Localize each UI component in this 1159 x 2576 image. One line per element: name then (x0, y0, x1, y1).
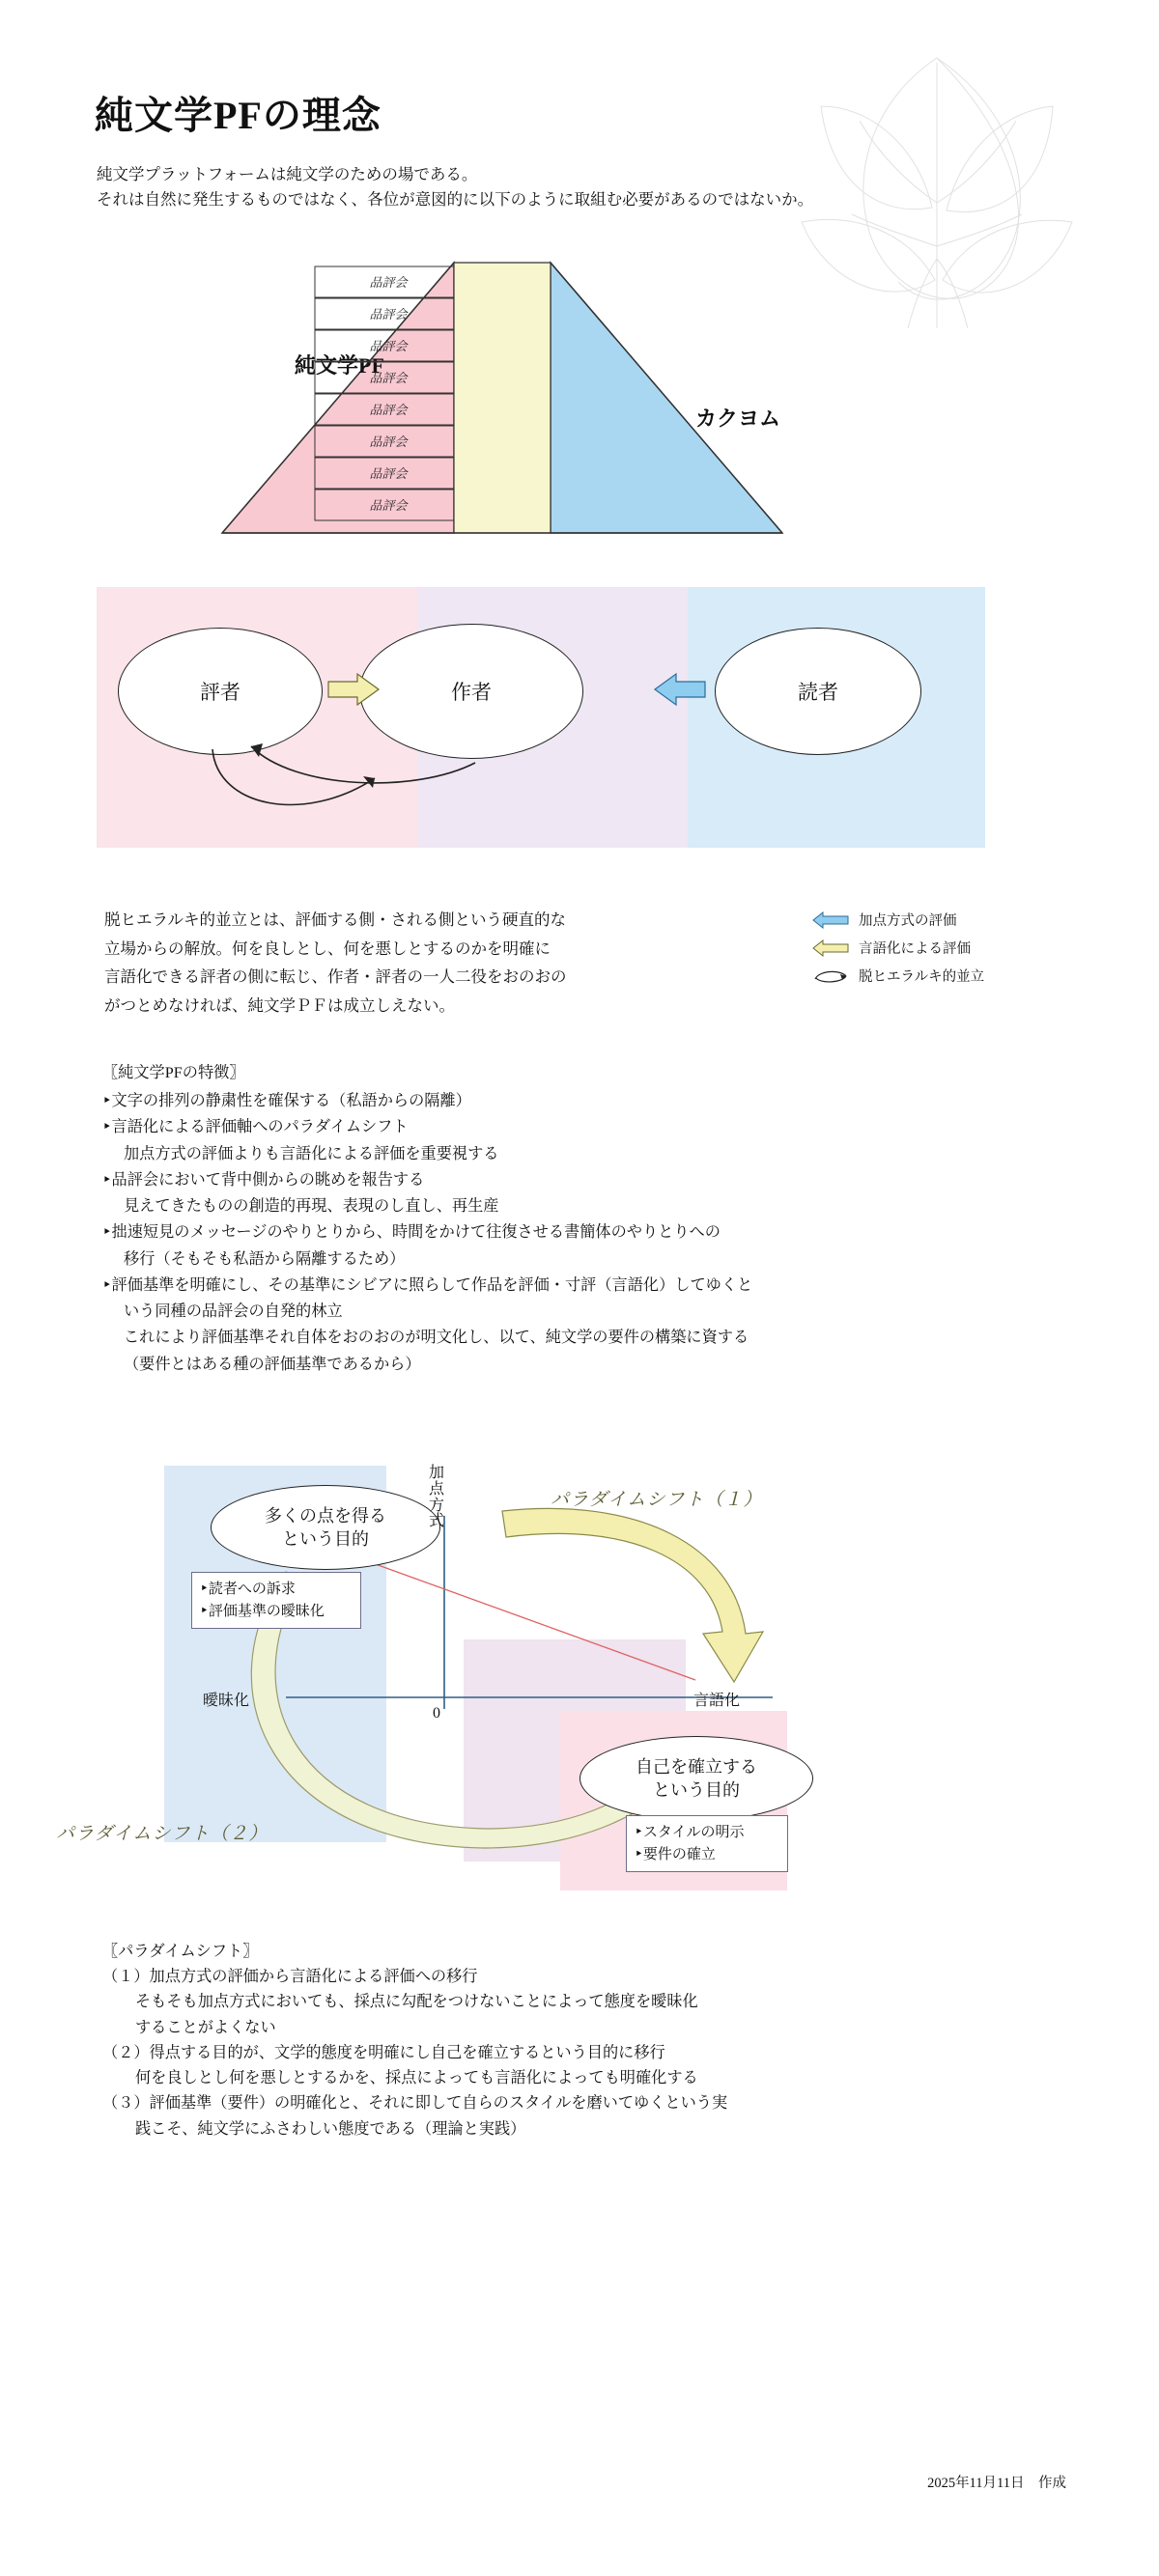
y-axis-label: 加 点 方 式 (429, 1465, 445, 1530)
circular-arrow-icon (811, 967, 850, 985)
paragraph-line-3: 言語化できる評者の側に転じ、作者・評者の一人二役をおのおの (104, 967, 567, 987)
bottom-heading: 〖パラダイムシフト〗 (102, 1943, 259, 1960)
lead-line-1: 純文学プラットフォームは純文学のための場である。 (97, 165, 478, 183)
oval-top-line-1: 多くの点を得る (265, 1505, 386, 1526)
cycle-node-reviewer: 評者 (118, 628, 323, 755)
triangle-right-label: カクヨム (695, 406, 781, 431)
creation-date: 2025年11月11日 作成 (927, 2476, 1066, 2491)
oval-bottom-line-2: という目的 (653, 1780, 740, 1800)
list-item: ‣評価基準を明確にし、その基準にシビアに照らして作品を評価・寸評（言語化）してゆくと (102, 1275, 753, 1294)
yellow-arrow-icon (811, 939, 850, 957)
circular-arrow-icon (212, 743, 475, 804)
list-item-sub: 移行（そもそも私語から隔離するため） (124, 1249, 406, 1268)
x-axis-label-left: 曖昧化 (203, 1693, 250, 1709)
bottom-item: （１）加点方式の評価から言語化による評価への移行 (102, 1968, 478, 1986)
shelf-item: 品評会 (369, 434, 408, 449)
note-right-line-2: ‣要件の確立 (635, 1846, 716, 1862)
oval-bottom-line-1: 自己を確立する (636, 1756, 757, 1777)
legend (811, 906, 1101, 990)
blue-arrow-icon (655, 674, 705, 705)
chart-oval-bottom (580, 1736, 813, 1821)
page-title: 純文学PFの理念 (95, 94, 382, 137)
cycle-diagram (97, 587, 985, 848)
bottom-item-sub: 何を良しとし何を悪しとするかを、採点によっても言語化によっても明確化する (135, 2069, 698, 2087)
list-item-sub: 加点方式の評価よりも言語化による評価を重要視する (124, 1144, 499, 1162)
bottom-item-sub: 践こそ、純文学にふさわしい態度である（理論と実践） (135, 2119, 526, 2138)
note-left-line-2: ‣評価基準の曖昧化 (200, 1603, 325, 1619)
list-item: ‣言語化による評価軸へのパラダイムシフト (102, 1118, 409, 1136)
note-left-line-1: ‣読者への訴求 (200, 1582, 296, 1597)
shelf-item: 品評会 (369, 371, 408, 385)
shelf-item: 品評会 (369, 275, 408, 290)
shelf-item: 品評会 (369, 307, 408, 322)
shelf-item: 品評会 (369, 403, 408, 417)
legend-item (811, 962, 1101, 990)
cycle-node-author: 作者 (359, 624, 583, 759)
chart-oval-top (211, 1485, 440, 1570)
shelf-item: 品評会 (369, 498, 408, 513)
shelf-lines (97, 253, 985, 543)
hierarchy-paragraph (104, 906, 645, 1021)
list-item: ‣拙速短見のメッセージのやりとりから、時間をかけて往復させる書簡体のやりとりへの (102, 1223, 721, 1242)
paradigm-shift-1-label: パラダイムシフト（１） (551, 1490, 763, 1510)
chart-note-left (191, 1572, 361, 1629)
list-item: ‣品評会において背中側からの眺めを報告する (102, 1170, 425, 1189)
list-item-sub: 見えてきたものの創造的再現、表現のし直し、再生産 (124, 1197, 499, 1216)
list-item: ‣文字の排列の静粛性を確保する（私語からの隔離） (102, 1092, 471, 1110)
origin-label: 0 (433, 1705, 440, 1722)
oval-top-line-2: という目的 (282, 1529, 369, 1549)
yellow-arrow-icon (328, 674, 379, 705)
legend-item (811, 906, 1101, 934)
paradigm-shift-chart (56, 1458, 1062, 1892)
legend-label: 加点方式の評価 (859, 913, 957, 929)
triangle-left-label: 純文学PF (295, 353, 384, 378)
legend-label: 脱ヒエラルキ的並立 (859, 969, 985, 985)
cycle-arrows (97, 587, 985, 848)
features-section (102, 1060, 972, 1378)
paragraph-line-4: がつとめなければ、純文学ＰＦは成立しえない。 (104, 996, 455, 1016)
list-item-sub: いう同種の品評会の自発的林立 (124, 1302, 343, 1321)
note-right-line-1: ‣スタイルの明示 (635, 1825, 745, 1840)
paradigm-shift-2-label: パラダイムシフト（２） (56, 1824, 269, 1844)
legend-item (811, 934, 1101, 962)
list-item-sub: これにより評価基準それ自体をおのおのが明文化し、以て、純文学の要件の構築に資する (124, 1329, 749, 1347)
bottom-item: （２）得点する目的が、文学的態度を明確にし自己を確立するという目的に移行 (102, 2043, 665, 2061)
x-axis-label-right: 言語化 (693, 1693, 741, 1709)
triangle-diagram (97, 253, 985, 543)
bottom-item-sub: することがよくない (135, 2018, 276, 2036)
features-heading: 〖純文学PFの特徴〗 (102, 1064, 245, 1081)
paradigm-shift-1-arrow (502, 1508, 763, 1682)
bottom-item-sub: そもそも加点方式においても、採点に勾配をつけないことによって態度を曖昧化 (135, 1993, 698, 2011)
blue-arrow-icon (811, 911, 850, 929)
lead-text (97, 162, 813, 211)
paradigm-shift-section (102, 1939, 1001, 2142)
cycle-node-reader: 読者 (715, 628, 921, 755)
list-item-sub: （要件とはある種の評価基準であるから） (124, 1355, 421, 1373)
lead-line-2: それは自然に発生するものではなく、各位が意図的に以下のように取組む必要があるのではないか。 (97, 189, 814, 209)
chart-note-right (626, 1815, 788, 1872)
shelf-item: 品評会 (369, 466, 408, 481)
shelf-item: 品評会 (369, 339, 408, 353)
legend-label: 言語化による評価 (859, 941, 971, 957)
paragraph-line-2: 立場からの解放。何を良しとし、何を悪しとするのかを明確に (104, 938, 551, 958)
paragraph-line-1: 脱ヒエラルキ的並立とは、評価する側・される側という硬直的な (104, 910, 567, 929)
bottom-item: （３）評価基準（要件）の明確化と、それに即して自らのスタイルを磨いてゆくという実 (102, 2094, 728, 2113)
